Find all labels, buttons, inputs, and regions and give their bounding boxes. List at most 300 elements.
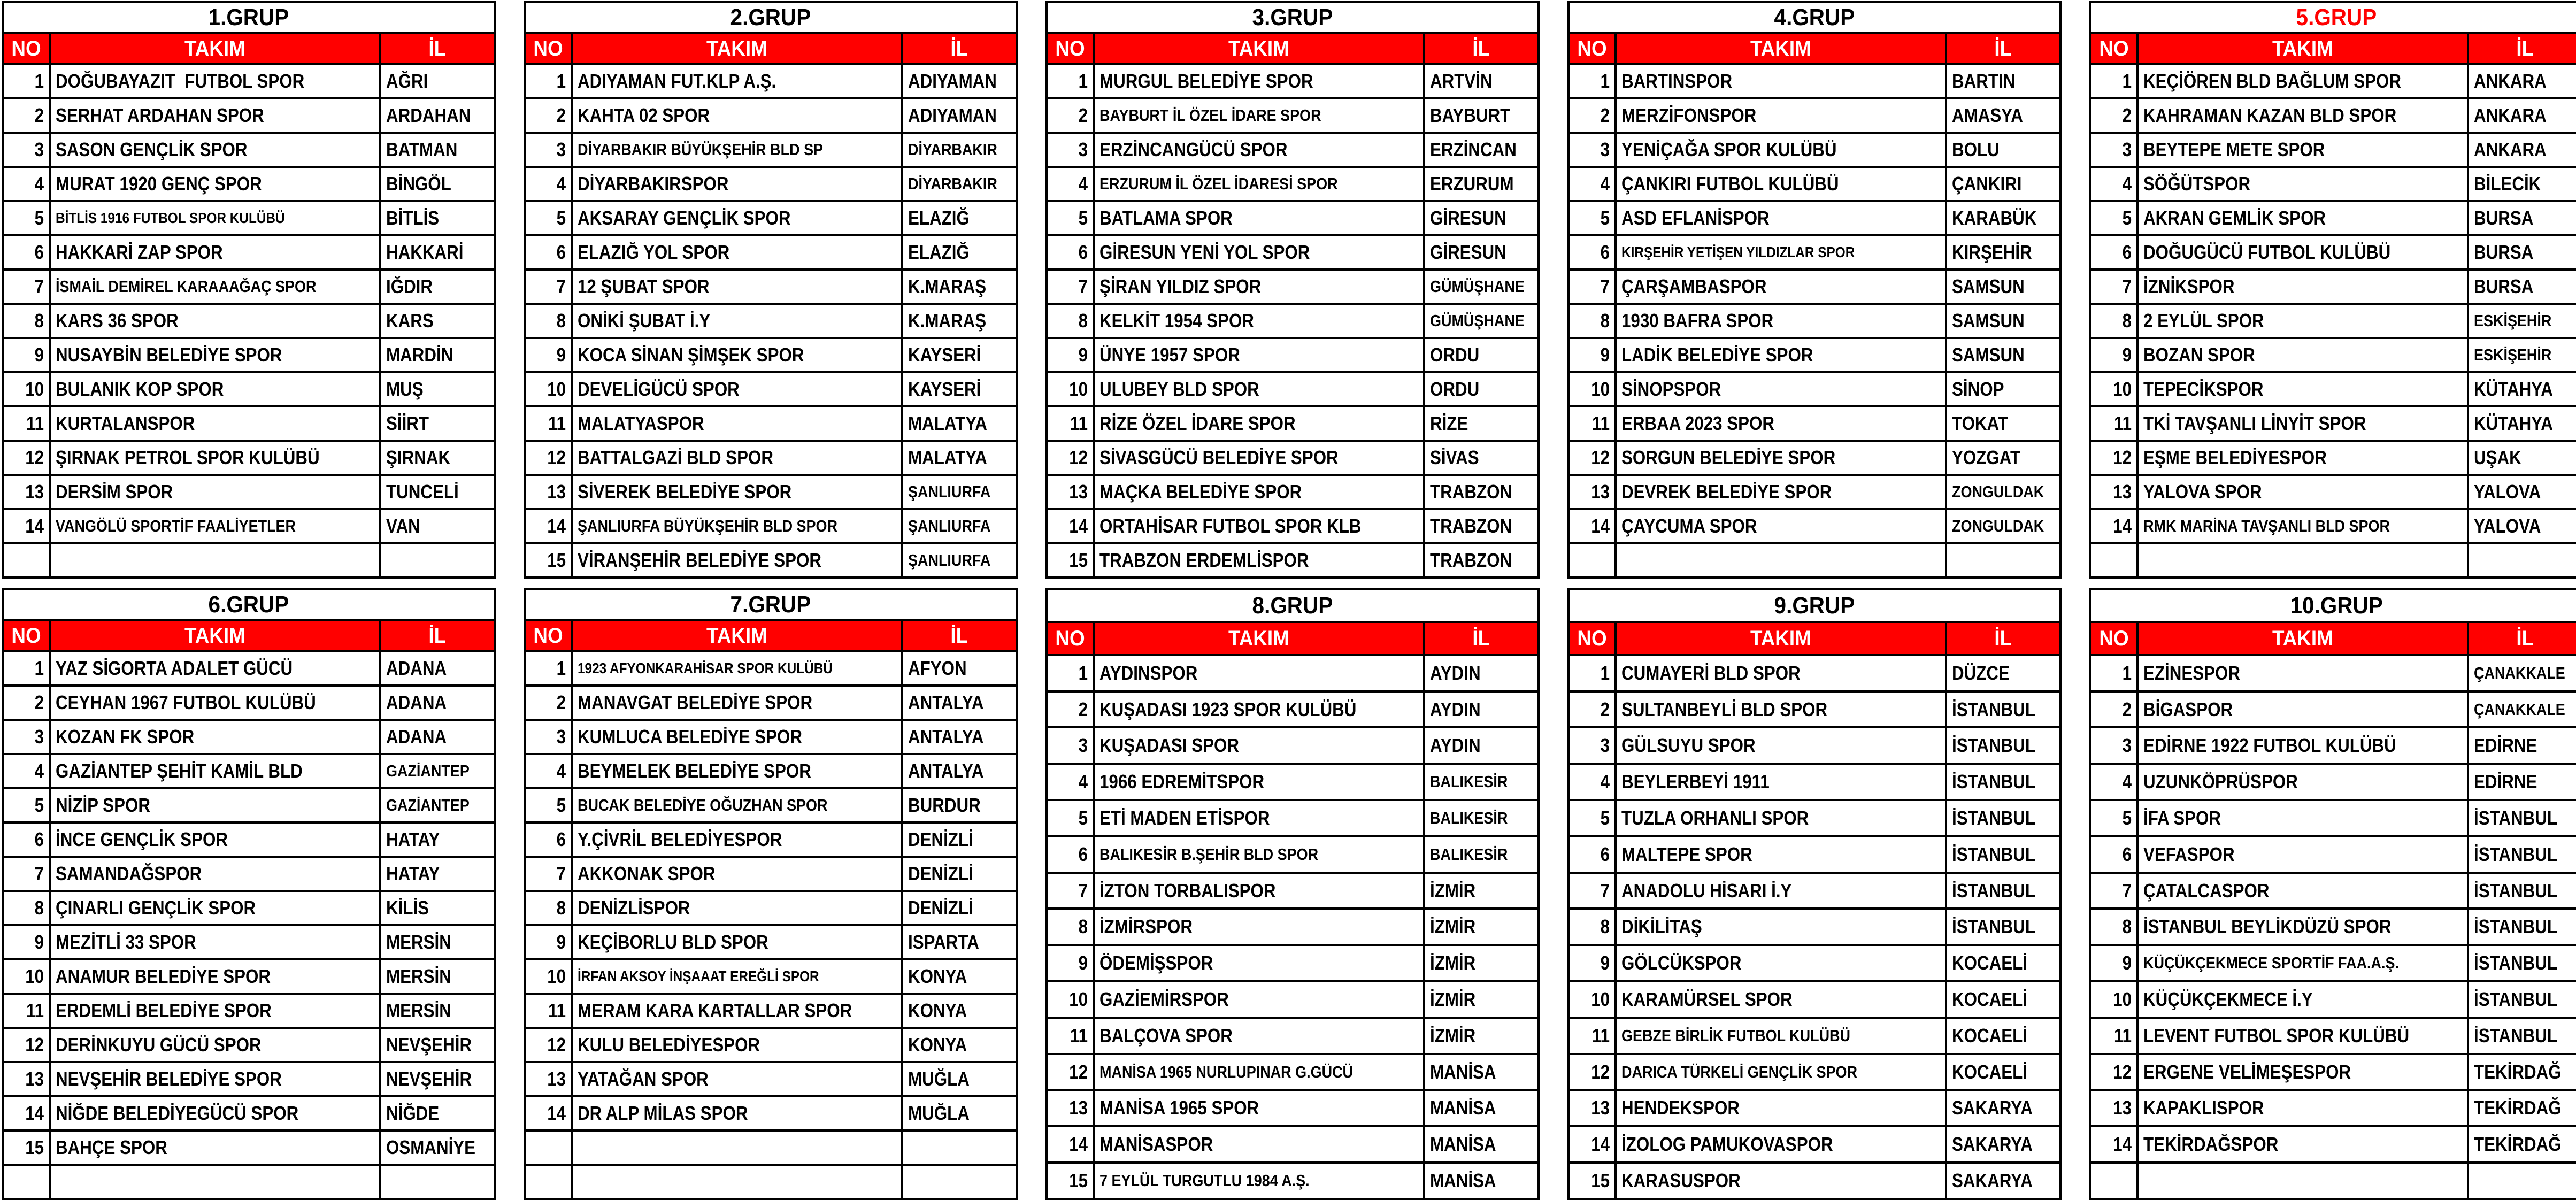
team-name-cell: ETİ MADEN ETİSPOR (1094, 800, 1424, 836)
table-row (1047, 873, 1539, 909)
province-cell: BİTLİS (380, 201, 495, 235)
province-cell: NEVŞEHİR (380, 1062, 495, 1096)
province-cell: ISPARTA (902, 925, 1017, 959)
table-row (1047, 1090, 1539, 1126)
col-header-takim: TAKIM (2137, 622, 2468, 655)
table-row (525, 167, 1017, 201)
row-number-cell: 6 (1568, 836, 1616, 873)
team-name-cell: İSTANBUL BEYLİKDÜZÜ SPOR (2137, 909, 2468, 945)
group-table-5 (2089, 1, 2576, 579)
team-name-cell: KOCA SİNAN ŞİMŞEK SPOR (572, 338, 902, 372)
team-name-cell: AKSARAY GENÇLİK SPOR (572, 201, 902, 235)
province-cell: AMASYA (1946, 98, 2060, 133)
team-name-cell: AYDINSPOR (1094, 655, 1424, 691)
province-cell: SİNOP (1946, 372, 2060, 406)
row-number-cell: 12 (1568, 1054, 1616, 1090)
row-number-cell: 2 (3, 686, 50, 720)
row-number-cell: 1 (1047, 655, 1094, 691)
province-cell: İZMİR (1424, 1018, 1539, 1054)
table-row (525, 1130, 1017, 1165)
table-row (3, 1028, 495, 1062)
team-name-cell: KARASUSPOR (1616, 1163, 1946, 1199)
province-cell: İSTANBUL (1946, 800, 2060, 836)
province-cell: MARDİN (380, 338, 495, 372)
col-header-no: NO (1568, 622, 1616, 655)
province-cell: KONYA (902, 994, 1017, 1028)
row-number-cell: 11 (1047, 1018, 1094, 1054)
team-name-cell: YATAĞAN SPOR (572, 1062, 902, 1096)
team-name-cell: LADİK BELEDİYE SPOR (1616, 338, 1946, 372)
column-header-row (1568, 622, 2060, 655)
row-number-cell (2090, 543, 2137, 578)
province-cell: MERSİN (380, 959, 495, 994)
col-header-takim: TAKIM (572, 620, 902, 651)
col-header-no: NO (1568, 33, 1616, 64)
group-title (3, 589, 495, 620)
column-header-row (525, 33, 1017, 64)
row-number-cell: 12 (525, 441, 572, 475)
col-header-il: İL (1946, 33, 2060, 64)
table-row (2090, 441, 2576, 475)
province-cell: TOKAT (1946, 406, 2060, 441)
province-cell: İSTANBUL (1946, 691, 2060, 728)
table-row (1568, 64, 2060, 98)
team-name-cell: KULU BELEDİYESPOR (572, 1028, 902, 1062)
table-row (1568, 981, 2060, 1018)
team-name-cell: CEYHAN 1967 FUTBOL KULÜBÜ (50, 686, 380, 720)
table-row (2090, 270, 2576, 304)
province-cell: İSTANBUL (1946, 836, 2060, 873)
team-name-cell: UZUNKÖPRÜSPOR (2137, 764, 2468, 800)
row-number-cell: 7 (1568, 873, 1616, 909)
province-cell: AFYON (902, 651, 1017, 686)
province-cell (380, 543, 495, 578)
row-number-cell: 14 (525, 509, 572, 543)
row-number-cell: 2 (3, 98, 50, 133)
province-cell: BURSA (2468, 235, 2576, 270)
row-number-cell: 14 (1047, 1126, 1094, 1163)
province-cell: BURDUR (902, 788, 1017, 822)
team-name-cell: KEÇİBORLU BLD SPOR (572, 925, 902, 959)
row-number-cell: 2 (525, 98, 572, 133)
table-row (1568, 304, 2060, 338)
row-number-cell: 3 (1568, 727, 1616, 764)
row-number-cell: 14 (2090, 1126, 2137, 1163)
team-name-cell: NUSAYBİN BELEDİYE SPOR (50, 338, 380, 372)
row-number-cell: 7 (525, 270, 572, 304)
team-name-cell: ÇINARLI GENÇLİK SPOR (50, 891, 380, 925)
table-row (2090, 1018, 2576, 1054)
table-row (2090, 727, 2576, 764)
team-name-cell: ŞANLIURFA BÜYÜKŞEHİR BLD SPOR (572, 509, 902, 543)
row-number-cell: 13 (3, 1062, 50, 1096)
province-cell (2468, 543, 2576, 578)
table-row (525, 1096, 1017, 1130)
table-row (1568, 509, 2060, 543)
province-cell: GÜMÜŞHANE (1424, 304, 1539, 338)
team-name-cell: TUZLA ORHANLI SPOR (1616, 800, 1946, 836)
col-header-takim: TAKIM (1094, 622, 1424, 655)
team-name-cell: ERDEMLİ BELEDİYE SPOR (50, 994, 380, 1028)
team-name-cell: ASD EFLANİSPOR (1616, 201, 1946, 235)
group-title-row (2090, 2, 2576, 33)
team-name-cell: DARICA TÜRKELİ GENÇLİK SPOR (1616, 1054, 1946, 1090)
col-header-il: İL (380, 620, 495, 651)
team-name-cell: NİĞDE BELEDİYEGÜCÜ SPOR (50, 1096, 380, 1130)
row-number-cell: 12 (3, 1028, 50, 1062)
team-name-cell: ÇATALCASPOR (2137, 873, 2468, 909)
group-title (525, 589, 1017, 620)
table-row (525, 98, 1017, 133)
team-name-cell: ÜNYE 1957 SPOR (1094, 338, 1424, 372)
team-name-cell: SİVEREK BELEDİYE SPOR (572, 475, 902, 509)
row-number-cell: 5 (525, 788, 572, 822)
row-number-cell (3, 543, 50, 578)
row-number-cell: 8 (2090, 304, 2137, 338)
col-header-takim: TAKIM (50, 620, 380, 651)
group-title-text: 8.GRUP (1252, 592, 1333, 619)
row-number-cell: 12 (1047, 441, 1094, 475)
row-number-cell: 12 (525, 1028, 572, 1062)
row-number-cell: 4 (525, 754, 572, 788)
row-number-cell: 14 (525, 1096, 572, 1130)
table-row (1047, 167, 1539, 201)
province-cell: BURSA (2468, 270, 2576, 304)
table-row (2090, 836, 2576, 873)
row-number-cell: 12 (1047, 1054, 1094, 1090)
team-name-cell: ANADOLU HİSARI İ.Y (1616, 873, 1946, 909)
table-row (2090, 1126, 2576, 1163)
team-name-cell: MANİSA 1965 NURLUPINAR G.GÜCÜ (1094, 1054, 1424, 1090)
row-number-cell: 1 (525, 64, 572, 98)
province-cell: BAYBURT (1424, 98, 1539, 133)
province-cell: NEVŞEHİR (380, 1028, 495, 1062)
team-name-cell: DOĞUBAYAZIT FUTBOL SPOR (50, 64, 380, 98)
row-number-cell: 9 (1568, 338, 1616, 372)
row-number-cell: 15 (1568, 1163, 1616, 1199)
row-number-cell: 6 (525, 822, 572, 857)
province-cell: MANİSA (1424, 1163, 1539, 1199)
team-name-cell: MANİSA 1965 SPOR (1094, 1090, 1424, 1126)
row-number-cell: 14 (1568, 509, 1616, 543)
row-number-cell: 6 (2090, 836, 2137, 873)
team-name-cell: SASON GENÇLİK SPOR (50, 133, 380, 167)
province-cell: KİLİS (380, 891, 495, 925)
row-number-cell: 5 (2090, 201, 2137, 235)
team-name-cell: DOĞUGÜCÜ FUTBOL KULÜBÜ (2137, 235, 2468, 270)
row-number-cell: 5 (3, 201, 50, 235)
table-row (2090, 1090, 2576, 1126)
team-name-cell: KUMLUCA BELEDİYE SPOR (572, 720, 902, 754)
table-row (1568, 133, 2060, 167)
province-cell: ORDU (1424, 338, 1539, 372)
team-name-cell: MURGUL BELEDİYE SPOR (1094, 64, 1424, 98)
province-cell: GİRESUN (1424, 235, 1539, 270)
row-number-cell: 13 (1568, 475, 1616, 509)
table-row (2090, 873, 2576, 909)
team-name-cell: NİZİP SPOR (50, 788, 380, 822)
province-cell: DENİZLİ (902, 891, 1017, 925)
col-header-no: NO (2090, 622, 2137, 655)
table-row (2090, 1054, 2576, 1090)
province-cell: SAKARYA (1946, 1163, 2060, 1199)
table-row (525, 304, 1017, 338)
row-number-cell: 3 (3, 133, 50, 167)
table-row (1568, 1018, 2060, 1054)
table-row (1047, 727, 1539, 764)
group-title-text: 9.GRUP (1774, 592, 1855, 619)
row-number-cell: 11 (525, 406, 572, 441)
row-number-cell: 8 (1047, 304, 1094, 338)
table-row (2090, 133, 2576, 167)
team-name-cell: EDİRNE 1922 FUTBOL KULÜBÜ (2137, 727, 2468, 764)
row-number-cell: 8 (1568, 304, 1616, 338)
province-cell: KAYSERİ (902, 372, 1017, 406)
row-number-cell: 14 (3, 1096, 50, 1130)
col-header-no: NO (1047, 622, 1094, 655)
province-cell: İSTANBUL (2468, 836, 2576, 873)
table-row (3, 925, 495, 959)
group-title-row (525, 589, 1017, 620)
row-number-cell: 6 (525, 235, 572, 270)
province-cell: DENİZLİ (902, 857, 1017, 891)
table-row (1047, 441, 1539, 475)
group-table-9 (1567, 588, 2062, 1200)
row-number-cell: 3 (2090, 727, 2137, 764)
table-row (1568, 98, 2060, 133)
team-name-cell: BİGASPOR (2137, 691, 2468, 728)
table-row (1568, 800, 2060, 836)
province-cell: MERSİN (380, 994, 495, 1028)
team-name-cell: EŞME BELEDİYESPOR (2137, 441, 2468, 475)
row-number-cell: 2 (2090, 98, 2137, 133)
table-row (1568, 764, 2060, 800)
table-row (3, 167, 495, 201)
table-row (1568, 1126, 2060, 1163)
row-number-cell: 6 (2090, 235, 2137, 270)
team-name-cell: VİRANŞEHİR BELEDİYE SPOR (572, 543, 902, 578)
table-row (3, 720, 495, 754)
province-cell: YALOVA (2468, 475, 2576, 509)
team-name-cell: KIRŞEHİR YETİŞEN YILDIZLAR SPOR (1616, 235, 1946, 270)
team-name-cell: ERGENE VELİMEŞESPOR (2137, 1054, 2468, 1090)
province-cell: KAYSERİ (902, 338, 1017, 372)
team-name-cell: 12 ŞUBAT SPOR (572, 270, 902, 304)
row-number-cell: 1 (2090, 64, 2137, 98)
team-name-cell: MERAM KARA KARTALLAR SPOR (572, 994, 902, 1028)
team-name-cell: DENİZLİSPOR (572, 891, 902, 925)
province-cell: DENİZLİ (902, 822, 1017, 857)
table-row (3, 788, 495, 822)
team-name-cell: KEÇİÖREN BLD BAĞLUM SPOR (2137, 64, 2468, 98)
table-row (525, 754, 1017, 788)
row-number-cell: 10 (525, 372, 572, 406)
row-number-cell: 5 (2090, 800, 2137, 836)
team-name-cell: KELKİT 1954 SPOR (1094, 304, 1424, 338)
group-title (2090, 2, 2576, 33)
province-cell (380, 1165, 495, 1199)
row-number-cell: 6 (1568, 235, 1616, 270)
table-row (525, 651, 1017, 686)
table-row (3, 822, 495, 857)
team-name-cell: SERHAT ARDAHAN SPOR (50, 98, 380, 133)
row-number-cell: 6 (3, 235, 50, 270)
team-name-cell: İZOLOG PAMUKOVASPOR (1616, 1126, 1946, 1163)
team-name-cell: KUŞADASI SPOR (1094, 727, 1424, 764)
team-name-cell: TRABZON ERDEMLİSPOR (1094, 543, 1424, 578)
table-row (2090, 509, 2576, 543)
team-name-cell: GÜLSUYU SPOR (1616, 727, 1946, 764)
province-cell: BALIKESİR (1424, 764, 1539, 800)
team-name-cell: ÖDEMİŞSPOR (1094, 945, 1424, 981)
team-name-cell: KAHRAMAN KAZAN BLD SPOR (2137, 98, 2468, 133)
row-number-cell: 2 (1568, 98, 1616, 133)
province-cell: İZMİR (1424, 981, 1539, 1018)
province-cell: KARABÜK (1946, 201, 2060, 235)
province-cell: KARS (380, 304, 495, 338)
table-row (1047, 1018, 1539, 1054)
group-table-10 (2089, 588, 2576, 1200)
row-number-cell: 10 (2090, 372, 2137, 406)
province-cell: KOCAELİ (1946, 945, 2060, 981)
group-title-text: 6.GRUP (208, 591, 289, 618)
team-name-cell: KAPAKLISPOR (2137, 1090, 2468, 1126)
col-header-takim: TAKIM (572, 33, 902, 64)
table-row (525, 509, 1017, 543)
province-cell: OSMANİYE (380, 1130, 495, 1165)
table-row (525, 925, 1017, 959)
column-header-row (1568, 33, 2060, 64)
col-header-no: NO (3, 620, 50, 651)
team-name-cell: VANGÖLÜ SPORTİF FAALİYETLER (50, 509, 380, 543)
province-cell: ELAZIĞ (902, 201, 1017, 235)
row-number-cell: 10 (525, 959, 572, 994)
row-number-cell: 11 (2090, 406, 2137, 441)
team-name-cell (50, 543, 380, 578)
province-cell: SAMSUN (1946, 338, 2060, 372)
province-cell: SAMSUN (1946, 270, 2060, 304)
province-cell: ELAZIĞ (902, 235, 1017, 270)
table-row (2090, 201, 2576, 235)
table-row (1047, 475, 1539, 509)
province-cell: MUĞLA (902, 1062, 1017, 1096)
col-header-il: İL (1424, 33, 1539, 64)
row-number-cell: 11 (1568, 406, 1616, 441)
province-cell: İSTANBUL (1946, 764, 2060, 800)
row-number-cell: 6 (3, 822, 50, 857)
team-name-cell: KAHTA 02 SPOR (572, 98, 902, 133)
province-cell: YALOVA (2468, 509, 2576, 543)
province-cell: K.MARAŞ (902, 304, 1017, 338)
team-name-cell: GİRESUN YENİ YOL SPOR (1094, 235, 1424, 270)
row-number-cell: 3 (3, 720, 50, 754)
province-cell: İSTANBUL (1946, 727, 2060, 764)
row-number-cell: 13 (525, 1062, 572, 1096)
province-cell: İZMİR (1424, 909, 1539, 945)
province-cell: ESKİŞEHİR (2468, 338, 2576, 372)
team-name-cell: DİKİLİTAŞ (1616, 909, 1946, 945)
col-header-il: İL (2468, 622, 2576, 655)
team-name-cell: CUMAYERİ BLD SPOR (1616, 655, 1946, 691)
province-cell: ANTALYA (902, 720, 1017, 754)
team-name-cell: İZTON TORBALISPOR (1094, 873, 1424, 909)
row-number-cell: 11 (3, 406, 50, 441)
team-name-cell: MEZİTLİ 33 SPOR (50, 925, 380, 959)
province-cell: TRABZON (1424, 509, 1539, 543)
row-number-cell: 14 (3, 509, 50, 543)
province-cell: GİRESUN (1424, 201, 1539, 235)
row-number-cell: 4 (1568, 764, 1616, 800)
row-number-cell: 8 (1047, 909, 1094, 945)
table-row (525, 133, 1017, 167)
team-name-cell: BEYLERBEYİ 1911 (1616, 764, 1946, 800)
table-row (1047, 945, 1539, 981)
team-name-cell: BOZAN SPOR (2137, 338, 2468, 372)
province-cell: BALIKESİR (1424, 836, 1539, 873)
team-name-cell: GEBZE BİRLİK FUTBOL KULÜBÜ (1616, 1018, 1946, 1054)
team-name-cell: MANİSASPOR (1094, 1126, 1424, 1163)
table-row (1047, 836, 1539, 873)
row-number-cell: 1 (1047, 64, 1094, 98)
team-name-cell (2137, 1163, 2468, 1199)
team-name-cell: HAKKARİ ZAP SPOR (50, 235, 380, 270)
team-name-cell: HENDEKSPOR (1616, 1090, 1946, 1126)
column-header-row (2090, 33, 2576, 64)
province-cell (2468, 1163, 2576, 1199)
province-cell (1946, 543, 2060, 578)
province-cell: AĞRI (380, 64, 495, 98)
row-number-cell: 8 (2090, 909, 2137, 945)
province-cell: ARDAHAN (380, 98, 495, 133)
row-number-cell: 8 (525, 304, 572, 338)
province-cell: MANİSA (1424, 1090, 1539, 1126)
province-cell: KONYA (902, 1028, 1017, 1062)
column-header-row (525, 620, 1017, 651)
province-cell: ANKARA (2468, 64, 2576, 98)
team-name-cell: KÜÇÜKÇEKMECE İ.Y (2137, 981, 2468, 1018)
table-row (1568, 475, 2060, 509)
row-number-cell: 2 (1047, 98, 1094, 133)
team-name-cell: ERBAA 2023 SPOR (1616, 406, 1946, 441)
row-number-cell: 15 (525, 543, 572, 578)
row-number-cell: 4 (3, 167, 50, 201)
col-header-il: İL (902, 620, 1017, 651)
team-name-cell: AKRAN GEMLİK SPOR (2137, 201, 2468, 235)
row-number-cell: 11 (3, 994, 50, 1028)
table-row (2090, 655, 2576, 691)
group-title (1568, 589, 2060, 622)
table-row (525, 788, 1017, 822)
group-table-7 (524, 588, 1018, 1200)
table-row (1568, 727, 2060, 764)
table-row (525, 372, 1017, 406)
province-cell: K.MARAŞ (902, 270, 1017, 304)
row-number-cell: 3 (1047, 133, 1094, 167)
team-name-cell: ŞIRNAK PETROL SPOR KULÜBÜ (50, 441, 380, 475)
table-row (1568, 201, 2060, 235)
table-row (3, 754, 495, 788)
province-cell: BARTIN (1946, 64, 2060, 98)
team-name-cell: 7 EYLÜL TURGUTLU 1984 A.Ş. (1094, 1163, 1424, 1199)
table-row (2090, 235, 2576, 270)
row-number-cell: 10 (1568, 372, 1616, 406)
team-name-cell: BEYMELEK BELEDİYE SPOR (572, 754, 902, 788)
table-row (1568, 945, 2060, 981)
group-title-text: 7.GRUP (730, 591, 811, 618)
col-header-takim: TAKIM (1094, 33, 1424, 64)
group-title-row (525, 2, 1017, 33)
team-name-cell: BATTALGAZİ BLD SPOR (572, 441, 902, 475)
